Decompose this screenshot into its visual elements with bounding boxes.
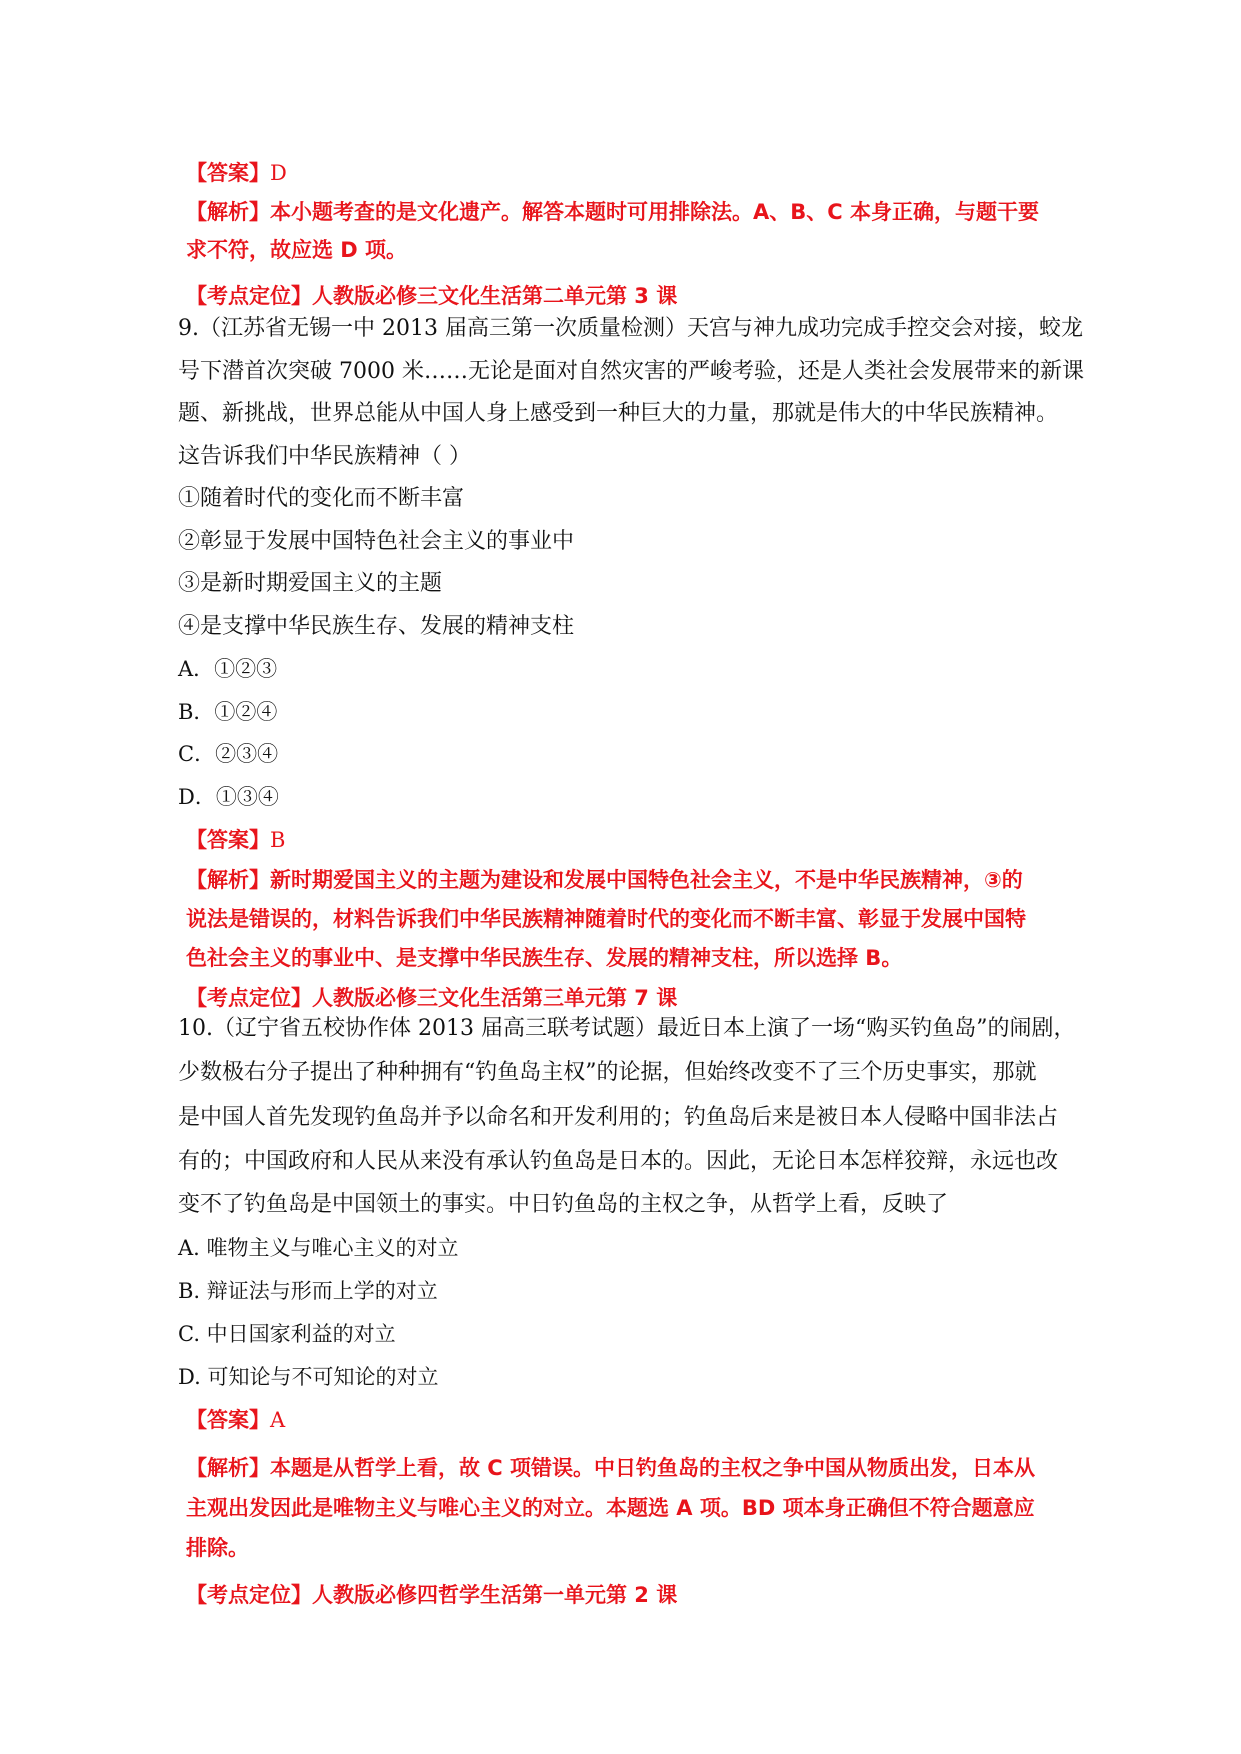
statement-item: ②彰显于发展中国特色社会主义的事业中	[178, 529, 575, 554]
option-a: A．①②③	[178, 657, 278, 681]
analysis-line: 主观出发因此是唯物主义与唯心主义的对立。本题选 A 项。BD 项本身正确但不符合题意应	[186, 1496, 1035, 1520]
analysis-line: 【解析】本题是从哲学上看，故 C 项错误。中日钓鱼岛的主权之争中国从物质出发，日本从	[186, 1456, 1036, 1480]
answer-value: D	[270, 161, 287, 185]
question-stem-line: 变不了钓鱼岛是中国领土的事实。中日钓鱼岛的主权之争，从哲学上看，反映了	[178, 1192, 949, 1217]
option-b: B．①②④	[178, 700, 278, 724]
analysis-line: 色社会主义的事业中、是支撑中华民族生存、发展的精神支柱，所以选择 B。	[186, 946, 903, 970]
analysis-line: 【解析】本小题考查的是文化遗产。解答本题时可用排除法。A、B、C 本身正确，与题干要	[186, 200, 1039, 224]
question-stem-line: 有的；中国政府和人民从来没有承认钓鱼岛是日本的。因此，无论日本怎样狡辩，永远也改	[178, 1149, 1059, 1174]
answer-line	[186, 163, 287, 184]
statement-item: ③是新时期爱国主义的主题	[178, 571, 443, 596]
option-d: D．①③④	[178, 785, 279, 809]
question-stem-line: 是中国人首先发现钓鱼岛并予以命名和开发利用的；钓鱼岛后来是被日本人侵略中国非法占	[178, 1105, 1059, 1130]
question-stem-line: 少数极右分子提出了种种拥有“钓鱼岛主权”的论据，但始终改变不了三个历史事实，那就	[178, 1060, 1037, 1085]
answer-value: B	[270, 828, 286, 852]
analysis-line: 【解析】新时期爱国主义的主题为建设和发展中国特色社会主义，不是中华民族精神，③的	[186, 868, 1023, 892]
answer-label: 【答案】	[186, 161, 270, 185]
question-stem-line: 号下潜首次突破 7000 米……无论是面对自然灾害的严峻考验，还是人类社会发展带来的新课	[178, 359, 1084, 384]
option-d: D. 可知论与不可知论的对立	[178, 1365, 439, 1389]
knowledge-point-line: 【考点定位】人教版必修四哲学生活第一单元第 2 课	[186, 1583, 678, 1607]
question-stem-line: 题、新挑战，世界总能从中国人身上感受到一种巨大的力量，那就是伟大的中华民族精神。	[178, 401, 1059, 426]
option-a: A. 唯物主义与唯心主义的对立	[178, 1236, 459, 1260]
question-stem-line: 9.（江苏省无锡一中 2013 届高三第一次质量检测）天宫与神九成功完成手控交会对接，蛟龙	[178, 316, 1083, 341]
answer-value: A	[270, 1408, 286, 1432]
answer-line	[186, 830, 285, 851]
option-c: C．②③④	[178, 742, 279, 766]
statement-item: ④是支撑中华民族生存、发展的精神支柱	[178, 614, 575, 639]
analysis-line: 求不符，故应选 D 项。	[186, 238, 408, 262]
answer-label: 【答案】	[186, 828, 270, 852]
question-stem-line: 这告诉我们中华民族精神（ ）	[178, 444, 471, 469]
analysis-line: 说法是错误的，材料告诉我们中华民族精神随着时代的变化而不断丰富、彰显于发展中国特	[186, 907, 1026, 931]
statement-item: ①随着时代的变化而不断丰富	[178, 486, 465, 511]
analysis-line: 排除。	[186, 1536, 249, 1560]
answer-line	[186, 1410, 285, 1431]
option-b: B. 辩证法与形而上学的对立	[178, 1279, 438, 1303]
option-c: C. 中日国家利益的对立	[178, 1322, 396, 1346]
knowledge-point-line: 【考点定位】人教版必修三文化生活第二单元第 3 课	[186, 284, 678, 308]
knowledge-point-line: 【考点定位】人教版必修三文化生活第三单元第 7 课	[186, 986, 678, 1010]
question-stem-line: 10.（辽宁省五校协作体 2013 届高三联考试题）最近日本上演了一场“购买钓鱼岛”的闹剧，	[178, 1016, 1076, 1041]
answer-label: 【答案】	[186, 1408, 270, 1432]
